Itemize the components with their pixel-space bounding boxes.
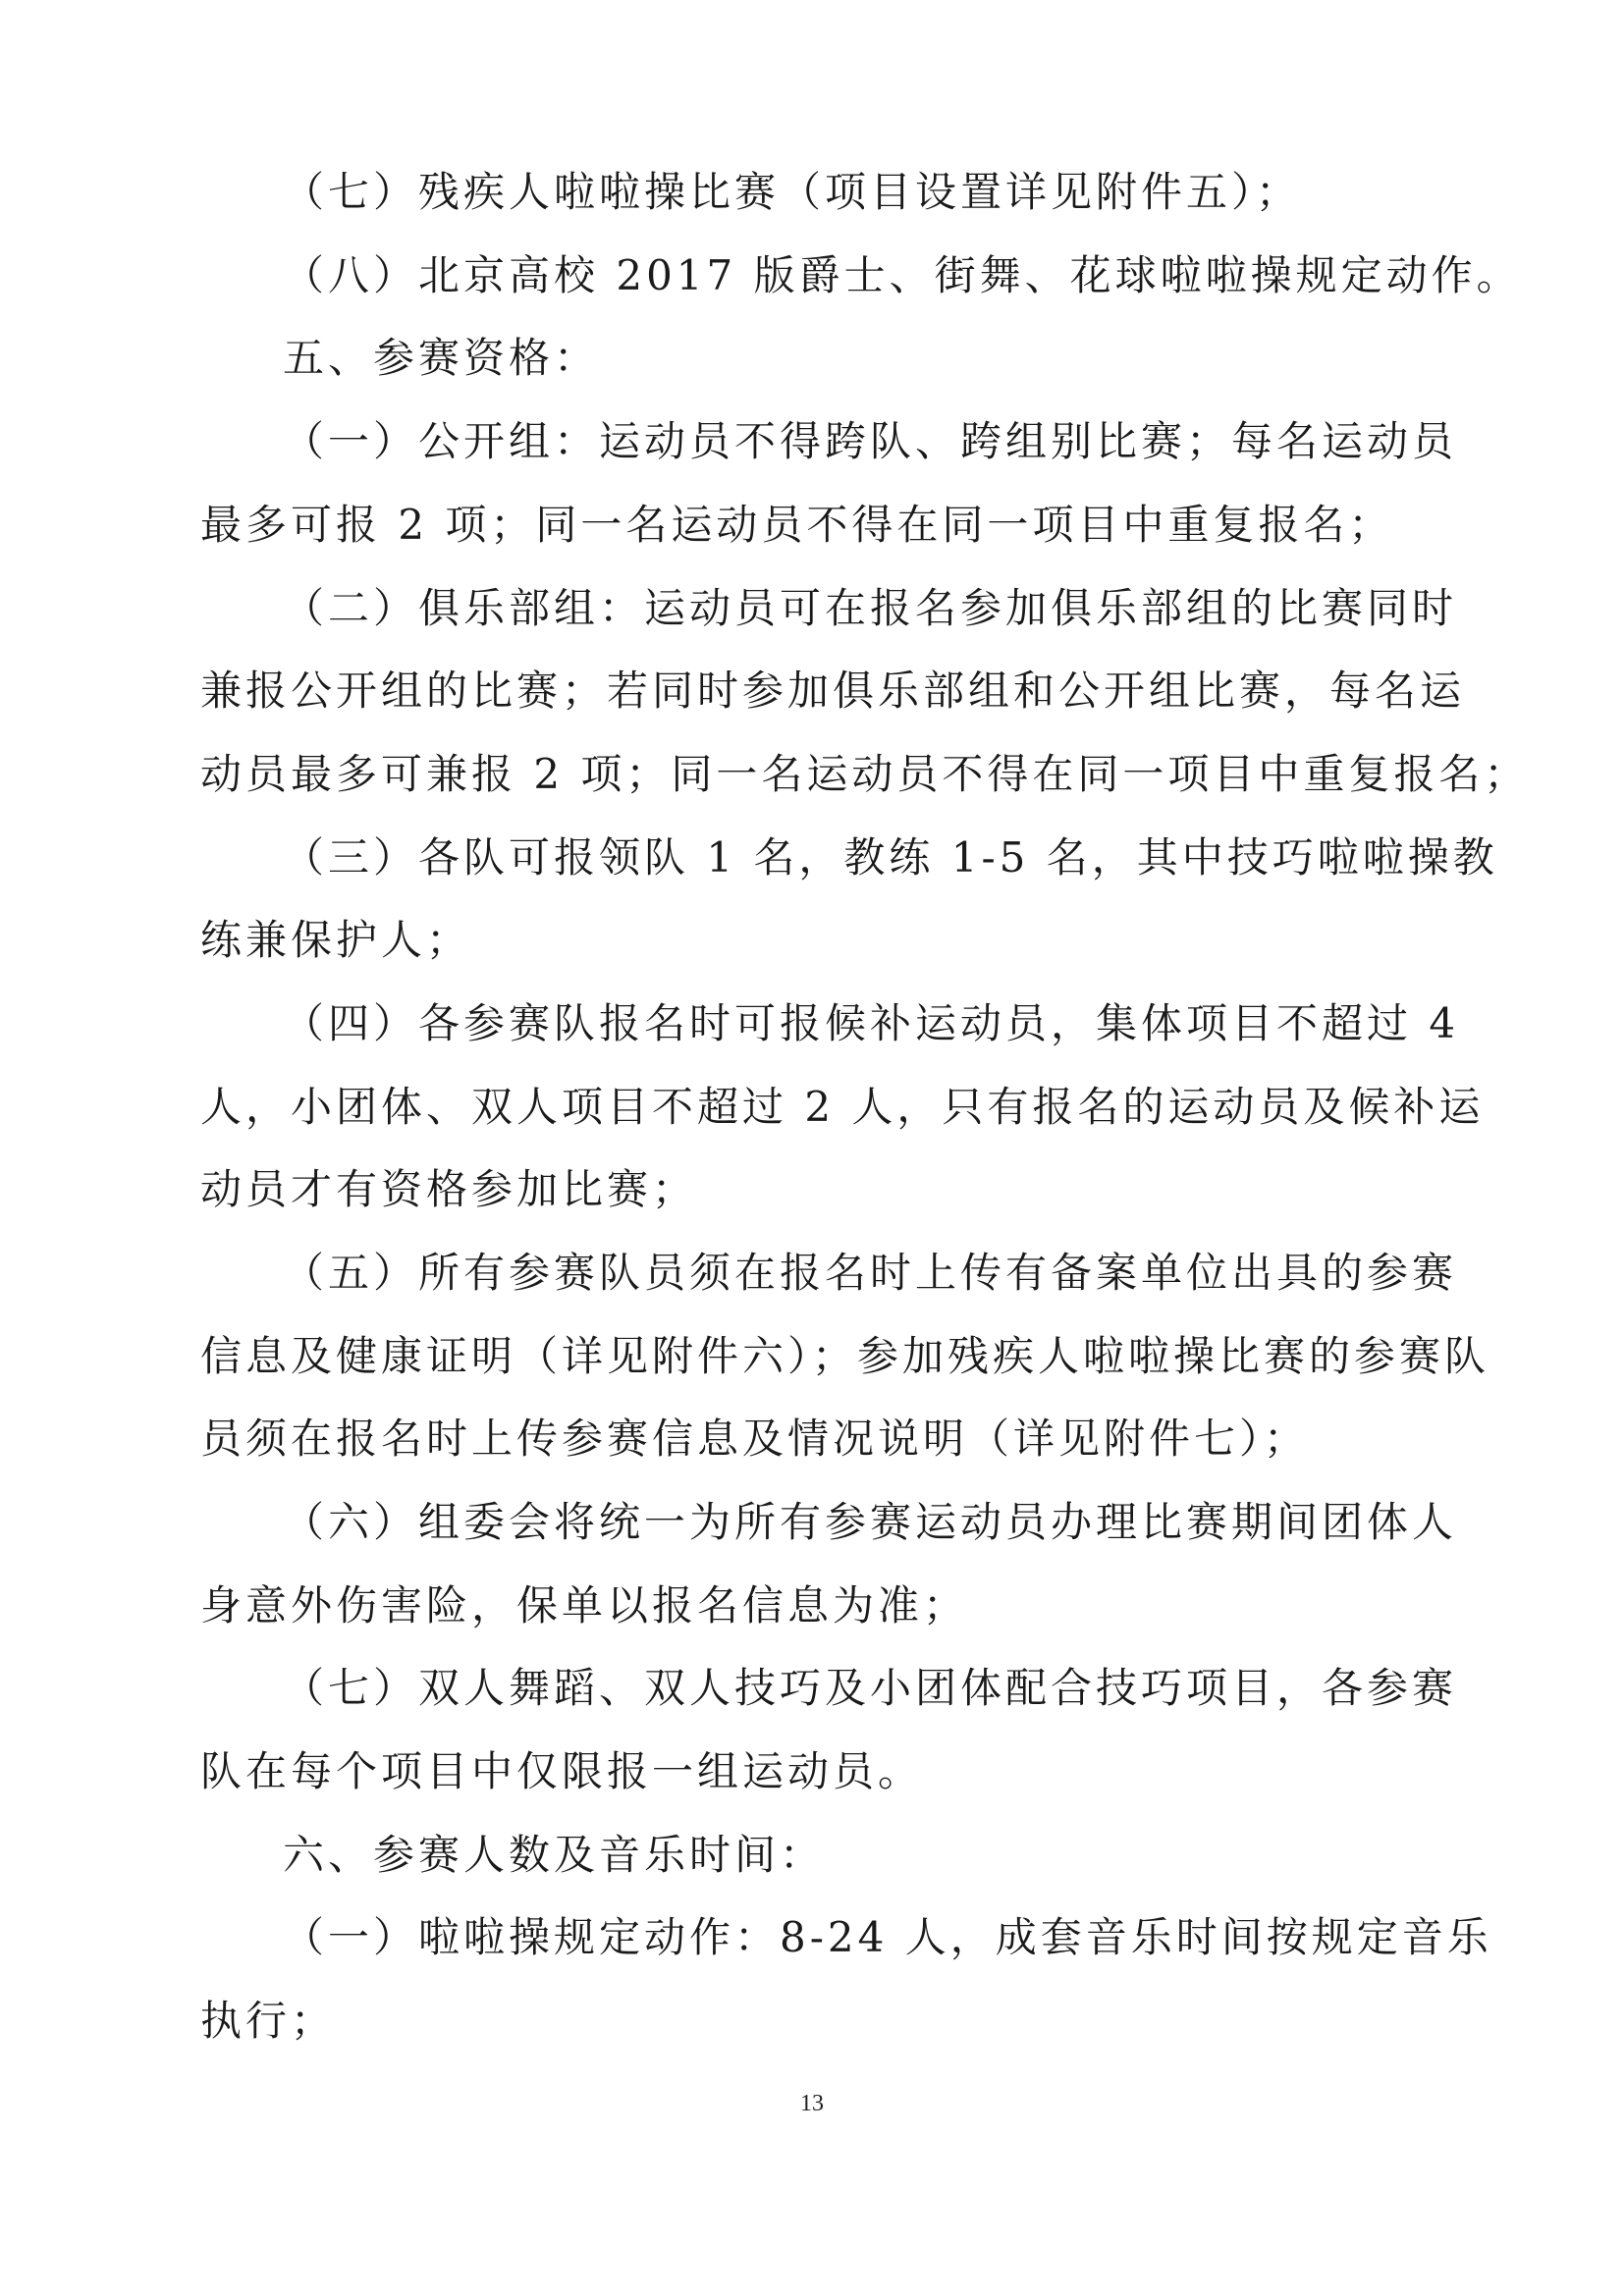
paragraph-line: 人，小团体、双人项目不超过 2 人，只有报名的运动员及候补运 [200, 1083, 1485, 1131]
section-heading: 五、参赛资格： [283, 334, 600, 382]
paragraph-line: （一）公开组：运动员不得跨队、跨组别比赛；每名运动员 [283, 417, 1458, 465]
section-heading: 六、参赛人数及音乐时间： [283, 1831, 826, 1879]
paragraph-line: 练兼保护人； [200, 916, 472, 964]
paragraph-line: 兼报公开组的比赛；若同时参加俱乐部组和公开组比赛，每名运 [200, 667, 1466, 715]
paragraph-line: （二）俱乐部组：运动员可在报名参加俱乐部组的比赛同时 [283, 584, 1458, 632]
paragraph-line: 身意外伤害险，保单以报名信息为准； [200, 1581, 969, 1629]
paragraph-line: （六）组委会将统一为所有参赛运动员办理比赛期间团体人 [283, 1498, 1458, 1546]
paragraph-line: （八）北京高校 2017 版爵士、街舞、花球啦啦操规定动作。 [283, 251, 1522, 299]
paragraph-line: 动员才有资格参加比赛； [200, 1165, 698, 1213]
paragraph-line: （七）双人舞蹈、双人技巧及小团体配合技巧项目，各参赛 [283, 1664, 1458, 1712]
paragraph-line: 队在每个项目中仅限报一组运动员。 [200, 1747, 924, 1795]
paragraph-line: 信息及健康证明（详见附件六）；参加残疾人啦啦操比赛的参赛队 [200, 1332, 1490, 1380]
paragraph-line: 执行； [200, 1997, 337, 2045]
paragraph-line: （五）所有参赛队员须在报名时上传有备案单位出具的参赛 [283, 1249, 1458, 1297]
paragraph-line: （四）各参赛队报名时可报候补运动员，集体项目不超过 4 [283, 999, 1460, 1047]
paragraph-line: （三）各队可报领队 1 名，教练 1-5 名，其中技巧啦啦操教 [283, 833, 1498, 881]
paragraph-line: 最多可报 2 项；同一名运动员不得在同一项目中重复报名； [200, 501, 1394, 549]
paragraph-line: （七）残疾人啦啦操比赛（项目设置详见附件五）； [283, 168, 1302, 216]
paragraph-line: 动员最多可兼报 2 项；同一名运动员不得在同一项目中重复报名； [200, 750, 1530, 798]
paragraph-line: （一）啦啦操规定动作：8-24 人，成套音乐时间按规定音乐 [283, 1913, 1492, 1961]
paragraph-line: 员须在报名时上传参赛信息及情况说明（详见附件七）； [200, 1415, 1310, 1463]
page-number: 13 [800, 2091, 824, 2116]
